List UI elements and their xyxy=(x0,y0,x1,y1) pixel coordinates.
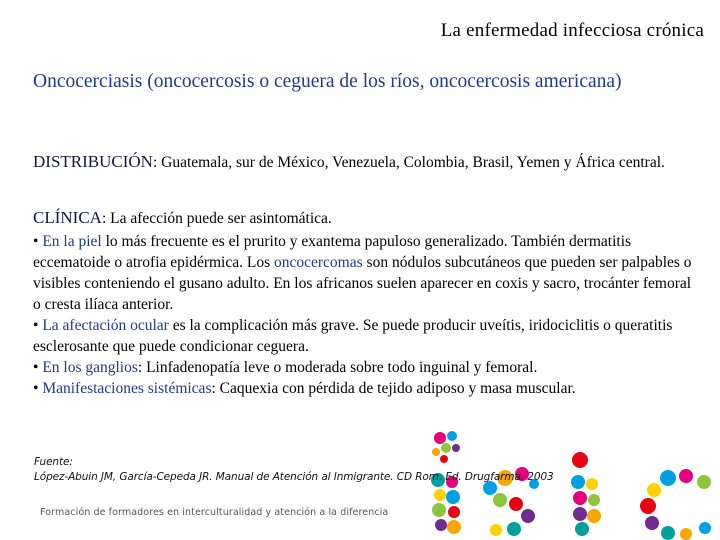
bullet-text: es la complicación más grave. Se puede producir uveítis, iridociclitis o queratitis esclerosante que puede condicionar ceguera. xyxy=(33,317,673,355)
bullet-skin xyxy=(33,231,693,315)
bullet-prefix: • xyxy=(33,359,43,376)
bullet-prefix: • xyxy=(33,380,43,397)
clinical-intro: : La afección puede ser asintomática. xyxy=(101,210,332,227)
clinical-intro-line xyxy=(33,207,693,229)
source-label: Fuente: xyxy=(34,456,73,468)
bullet-text: : Caquexia con pérdida de tejido adiposo y masa muscular. xyxy=(211,380,576,397)
footer-text: Formación de formadores en interculturalidad y atención a la diferencia xyxy=(40,507,389,518)
bullet-systemic xyxy=(33,378,693,399)
bullet-highlight: En la piel xyxy=(42,233,102,250)
distribution-section xyxy=(33,151,693,173)
bullet-prefix: • xyxy=(33,317,43,334)
source-citation xyxy=(34,455,554,485)
bullet-ganglia xyxy=(33,357,693,378)
source-text: López-Abuin JM, García-Cepeda JR. Manual de Atención al Inmigrante. CD Rom. Ed. Drugfarma, 2003 xyxy=(34,471,554,483)
logo-letter-i-2 xyxy=(571,452,601,536)
bullet-text: : Linfadenopatía leve o moderada sobre todo inguinal y femoral. xyxy=(137,359,538,376)
distribution-heading: DISTRIBUCIÓN xyxy=(33,152,153,171)
bullet-highlight: Manifestaciones sistémicas xyxy=(42,380,212,397)
distribution-text: : Guatemala, sur de México, Venezuela, Colombia, Brasil, Yemen y África central. xyxy=(152,154,665,171)
slide-main-title: Oncocerciasis (oncocercosis o ceguera de los ríos, oncocercosis americana) xyxy=(33,71,622,92)
bullet-prefix: • xyxy=(33,233,43,250)
bullet-highlight: En los ganglios xyxy=(42,359,138,376)
clinical-heading: CLÍNICA xyxy=(33,208,102,227)
bullet-ocular xyxy=(33,315,693,357)
clinical-section xyxy=(33,207,693,399)
isic-logo-icon xyxy=(410,430,720,540)
slide-header-title: La enfermedad infecciosa crónica xyxy=(440,20,704,41)
bullet-text: lo más frecuente es el prurito y exantema papuloso generalizado. También dermatitis eccematoide o atrofia epidérmica. Los xyxy=(33,233,632,271)
bullet-text-2: son nódulos subcutáneos que pueden ser palpables o visibles conteniendo el gusano adulto. En los africanos suelen aparecer en coxis y sacro, trocánter femoral o cresta ilíaca anterior. xyxy=(33,254,692,313)
logo-letter-c xyxy=(640,469,711,540)
bullet-highlight-2: oncocercomas xyxy=(274,254,363,271)
bullet-highlight: La afectación ocular xyxy=(42,317,169,334)
